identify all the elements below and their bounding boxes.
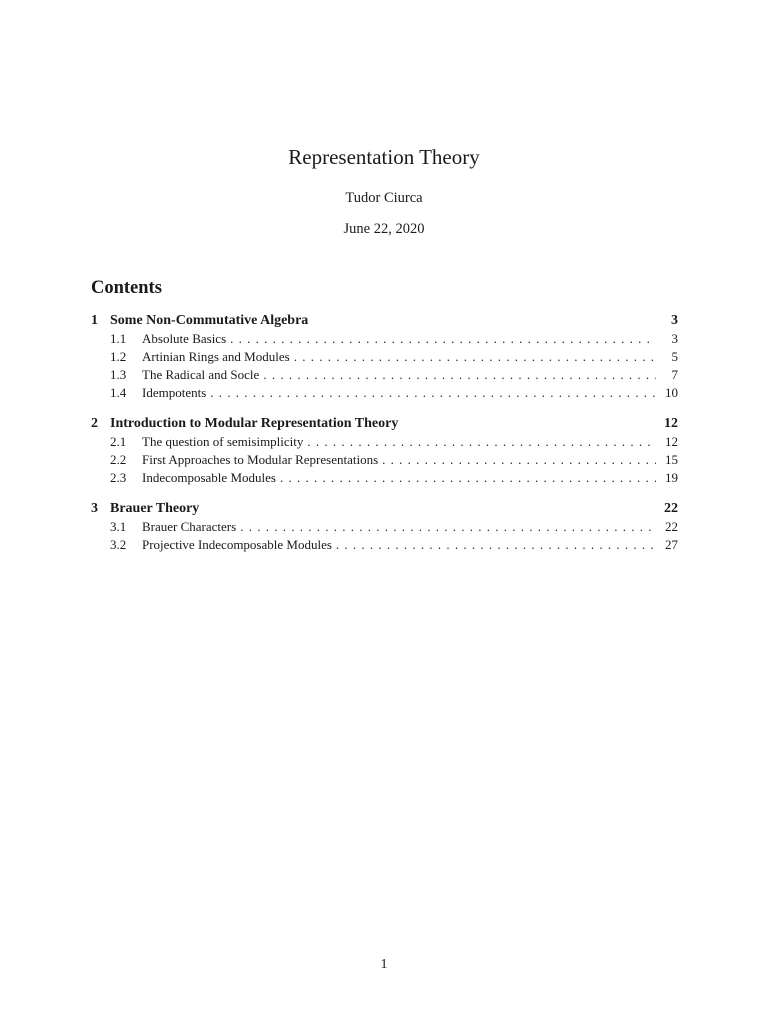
table-of-contents bbox=[91, 311, 678, 566]
toc-section-number: 1 bbox=[91, 313, 98, 328]
toc-subsection-entry[interactable] bbox=[91, 384, 678, 402]
toc-subsection-entry[interactable] bbox=[91, 469, 678, 487]
page-number: 1 bbox=[380, 957, 388, 972]
toc-subsection-title: Artinian Rings and Modules bbox=[142, 349, 290, 364]
toc-section-number: 2 bbox=[91, 416, 98, 431]
toc-subsection-entry[interactable] bbox=[91, 518, 678, 536]
toc-subsection-title: Projective Indecomposable Modules bbox=[142, 537, 332, 552]
toc-subsection-page: 7 bbox=[671, 367, 678, 382]
toc-subsection-title: Absolute Basics bbox=[142, 331, 227, 346]
toc-section-page: 3 bbox=[671, 313, 678, 328]
toc-subsection-number: 1.4 bbox=[110, 385, 127, 400]
contents-heading: Contents bbox=[91, 278, 162, 298]
dot-leader bbox=[294, 348, 656, 366]
toc-subsection-title: The question of semisimplicity bbox=[142, 434, 304, 449]
toc-subsection-number: 3.2 bbox=[110, 537, 127, 552]
toc-section-entry[interactable] bbox=[91, 311, 678, 330]
toc-subsection-page: 10 bbox=[665, 385, 678, 400]
dot-leader bbox=[263, 366, 656, 384]
toc-subsection-entry[interactable] bbox=[91, 451, 678, 469]
toc-subsection-entry[interactable] bbox=[91, 433, 678, 451]
toc-section-title: Some Non-Commutative Algebra bbox=[110, 313, 309, 328]
document-date: June 22, 2020 bbox=[343, 221, 425, 237]
toc-subsection-entry[interactable] bbox=[91, 366, 678, 384]
document-title: Representation Theory bbox=[288, 145, 480, 169]
toc-section-entry[interactable] bbox=[91, 414, 678, 433]
dot-leader bbox=[230, 330, 656, 348]
toc-subsection-title: The Radical and Socle bbox=[142, 367, 260, 382]
toc-section-title: Brauer Theory bbox=[110, 501, 200, 516]
toc-subsection-entry[interactable] bbox=[91, 348, 678, 366]
toc-subsection-title: Indecomposable Modules bbox=[142, 470, 276, 485]
toc-subsection-number: 2.2 bbox=[110, 452, 127, 467]
toc-subsection-page: 5 bbox=[671, 349, 678, 364]
toc-section-page: 12 bbox=[664, 416, 678, 431]
toc-subsection-page: 27 bbox=[665, 537, 678, 552]
document-author: Tudor Ciurca bbox=[345, 190, 423, 206]
toc-subsection-title: Idempotents bbox=[142, 385, 207, 400]
toc-subsection-number: 2.3 bbox=[110, 470, 127, 485]
toc-subsection-entry[interactable] bbox=[91, 536, 678, 554]
toc-section bbox=[91, 311, 678, 402]
dot-leader bbox=[280, 469, 656, 487]
toc-section-entry[interactable] bbox=[91, 499, 678, 518]
toc-subsection-number: 2.1 bbox=[110, 434, 127, 449]
toc-subsection-number: 3.1 bbox=[110, 519, 127, 534]
dot-leader bbox=[307, 433, 656, 451]
toc-subsection-entry[interactable] bbox=[91, 330, 678, 348]
toc-subsection-page: 19 bbox=[665, 470, 678, 485]
toc-subsection-page: 3 bbox=[671, 331, 678, 346]
toc-subsection-title: First Approaches to Modular Representations bbox=[142, 452, 379, 467]
toc-section-number: 3 bbox=[91, 501, 98, 516]
toc-section-page: 22 bbox=[664, 501, 678, 516]
dot-leader bbox=[336, 536, 656, 554]
toc-subsection-title: Brauer Characters bbox=[142, 519, 237, 534]
toc-subsection-page: 15 bbox=[665, 452, 678, 467]
toc-section bbox=[91, 414, 678, 487]
toc-subsection-page: 22 bbox=[665, 519, 678, 534]
dot-leader bbox=[240, 518, 656, 536]
toc-section bbox=[91, 499, 678, 554]
toc-subsection-number: 1.1 bbox=[110, 331, 127, 346]
toc-subsection-number: 1.3 bbox=[110, 367, 127, 382]
dot-leader bbox=[382, 451, 656, 469]
toc-section-title: Introduction to Modular Representation Theory bbox=[110, 416, 399, 431]
toc-subsection-number: 1.2 bbox=[110, 349, 127, 364]
dot-leader bbox=[210, 384, 656, 402]
toc-subsection-page: 12 bbox=[665, 434, 678, 449]
